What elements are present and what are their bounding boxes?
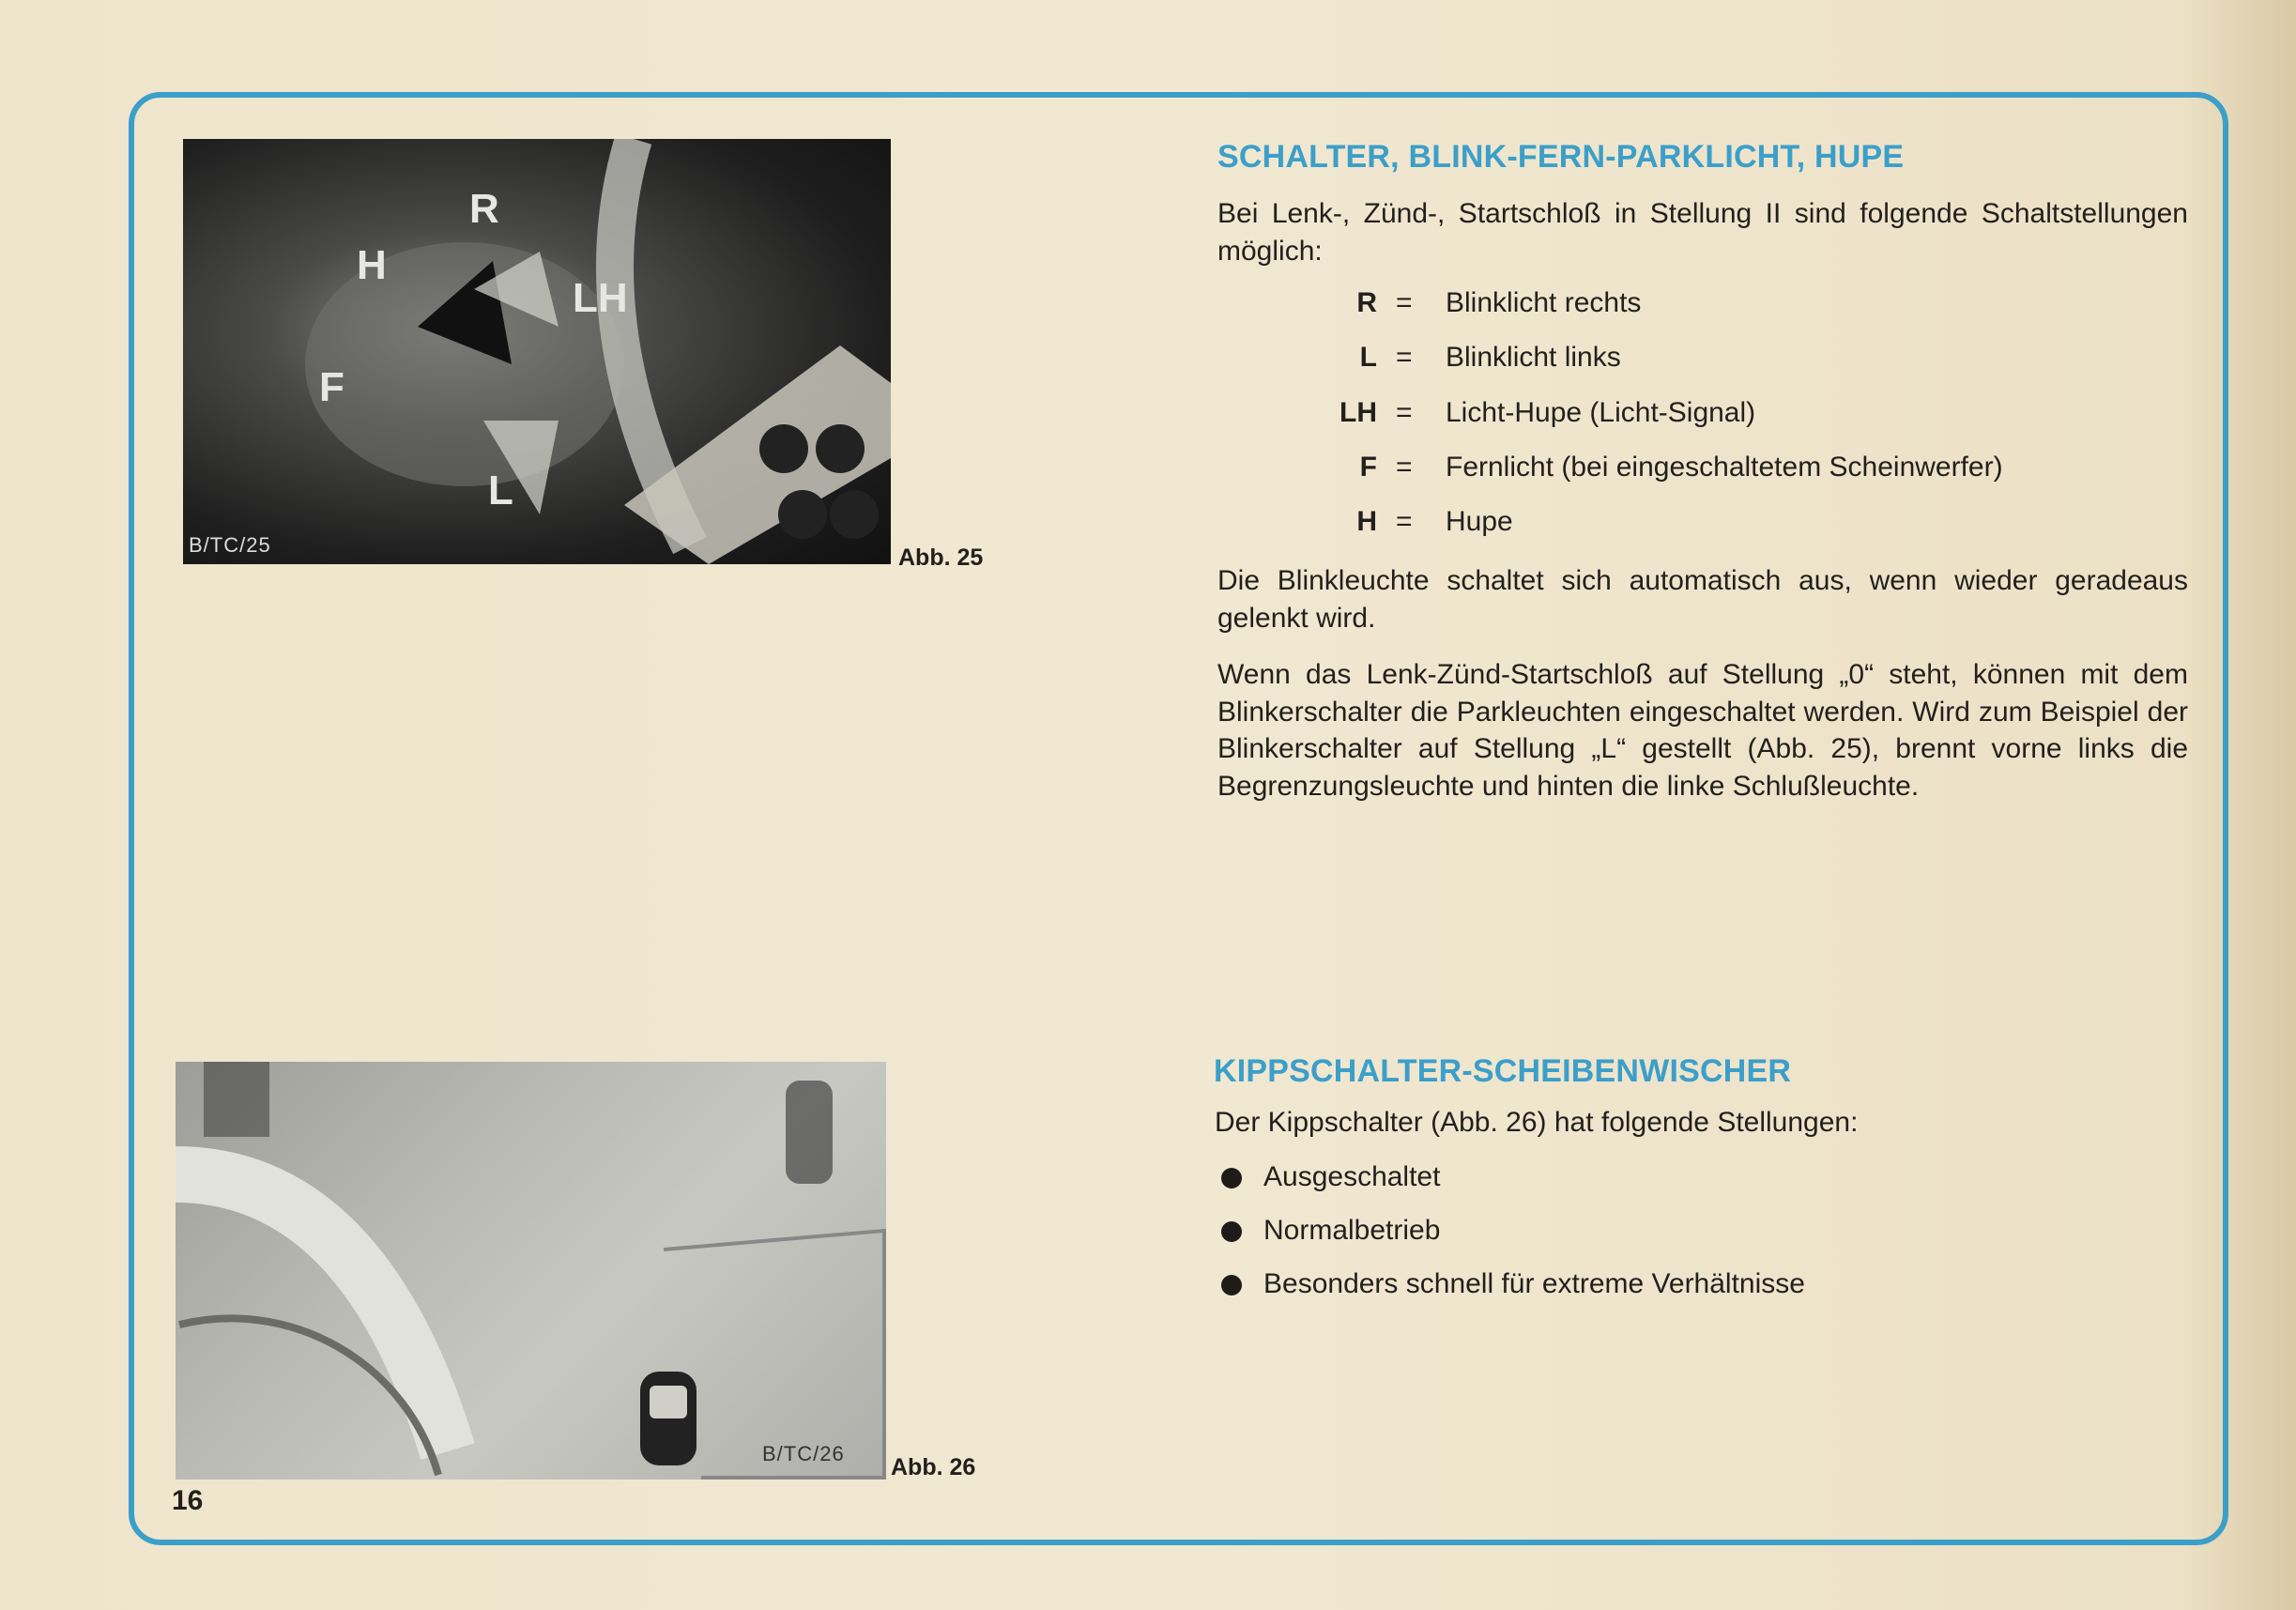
equals-sign: =	[1396, 287, 1413, 318]
list-item	[1217, 1158, 2188, 1212]
definition-value: Blinklicht links	[1446, 342, 1621, 374]
definition-value: Fernlicht (bei eingeschaltetem Scheinwerfer)	[1446, 451, 2003, 483]
bullet-icon	[1221, 1221, 1242, 1242]
list-item-text: Normalbetrieb	[1263, 1215, 1441, 1246]
definition-row	[1217, 397, 2188, 452]
marker-r: R	[469, 186, 499, 232]
bullet-icon	[1221, 1275, 1242, 1296]
definition-value: Licht-Hupe (Licht-Signal)	[1446, 396, 1756, 428]
definition-row	[1217, 506, 2188, 560]
figure-code: B/TC/25	[189, 533, 271, 557]
section-heading: SCHALTER, BLINK-FERN-PARKLICHT, HUPE	[1217, 139, 1905, 175]
intro-paragraph: Bei Lenk-, Zünd-, Startschloß in Stellung II sind folgende Schaltstellungen möglich:	[1217, 198, 2188, 267]
list-item-text: Besonders schnell für extreme Verhältnisse	[1263, 1268, 1805, 1299]
definition-key: F	[1359, 451, 1377, 483]
section-heading: KIPPSCHALTER-SCHEIBENWISCHER	[1214, 1053, 1792, 1089]
equals-sign: =	[1396, 506, 1413, 538]
wiper-switch-illustration	[176, 1062, 886, 1480]
figure-25-dashboard-photo	[183, 139, 891, 564]
intro-paragraph: Der Kippschalter (Abb. 26) hat folgende Stellungen:	[1215, 1107, 1859, 1138]
figure-26-wiper-switch-photo	[176, 1062, 886, 1480]
switch-positions-list	[1217, 287, 2188, 560]
paragraph-auto-off: Die Blinkleuchte schaltet sich automatisch aus, wenn wieder geradeaus gelenkt wird.	[1217, 565, 2188, 634]
definition-key: LH	[1339, 396, 1377, 428]
equals-sign: =	[1396, 342, 1413, 374]
equals-sign: =	[1396, 451, 1413, 483]
list-item-text: Ausgeschaltet	[1263, 1161, 1441, 1192]
figure-caption: Abb. 25	[898, 544, 984, 571]
marker-h: H	[357, 242, 387, 288]
definition-row	[1217, 452, 2188, 506]
dashboard-illustration	[183, 139, 891, 564]
definition-key: R	[1356, 287, 1377, 318]
marker-lh: LH	[573, 275, 628, 321]
definition-key: L	[1359, 342, 1377, 374]
definition-row	[1217, 342, 2188, 396]
marker-f: F	[319, 364, 344, 410]
definition-row	[1217, 287, 2188, 342]
equals-sign: =	[1396, 396, 1413, 428]
list-item	[1217, 1212, 2188, 1265]
definition-value: Blinklicht rechts	[1446, 287, 1642, 318]
definition-value: Hupe	[1446, 506, 1513, 538]
figure-code: B/TC/26	[762, 1442, 845, 1465]
list-item	[1217, 1265, 2188, 1319]
paragraph-parking-lights: Wenn das Lenk-Zünd-Startschloß auf Stellung „0“ steht, können mit dem Blinkerschalter die Parkleuchten eingeschaltet werden. Wird zum Beispiel der Blinkerschalter auf Stellung „L“ gestellt (Abb. 25), brennt vorne links die Begrenzungsleuchte und hinten die linke Schlußleuchte.	[1217, 659, 2188, 802]
marker-l: L	[488, 468, 513, 514]
figure-caption: Abb. 26	[891, 1454, 976, 1480]
wiper-positions-list	[1217, 1158, 2188, 1319]
definition-key: H	[1356, 506, 1377, 538]
bullet-icon	[1221, 1168, 1242, 1188]
page-number: 16	[172, 1485, 204, 1516]
